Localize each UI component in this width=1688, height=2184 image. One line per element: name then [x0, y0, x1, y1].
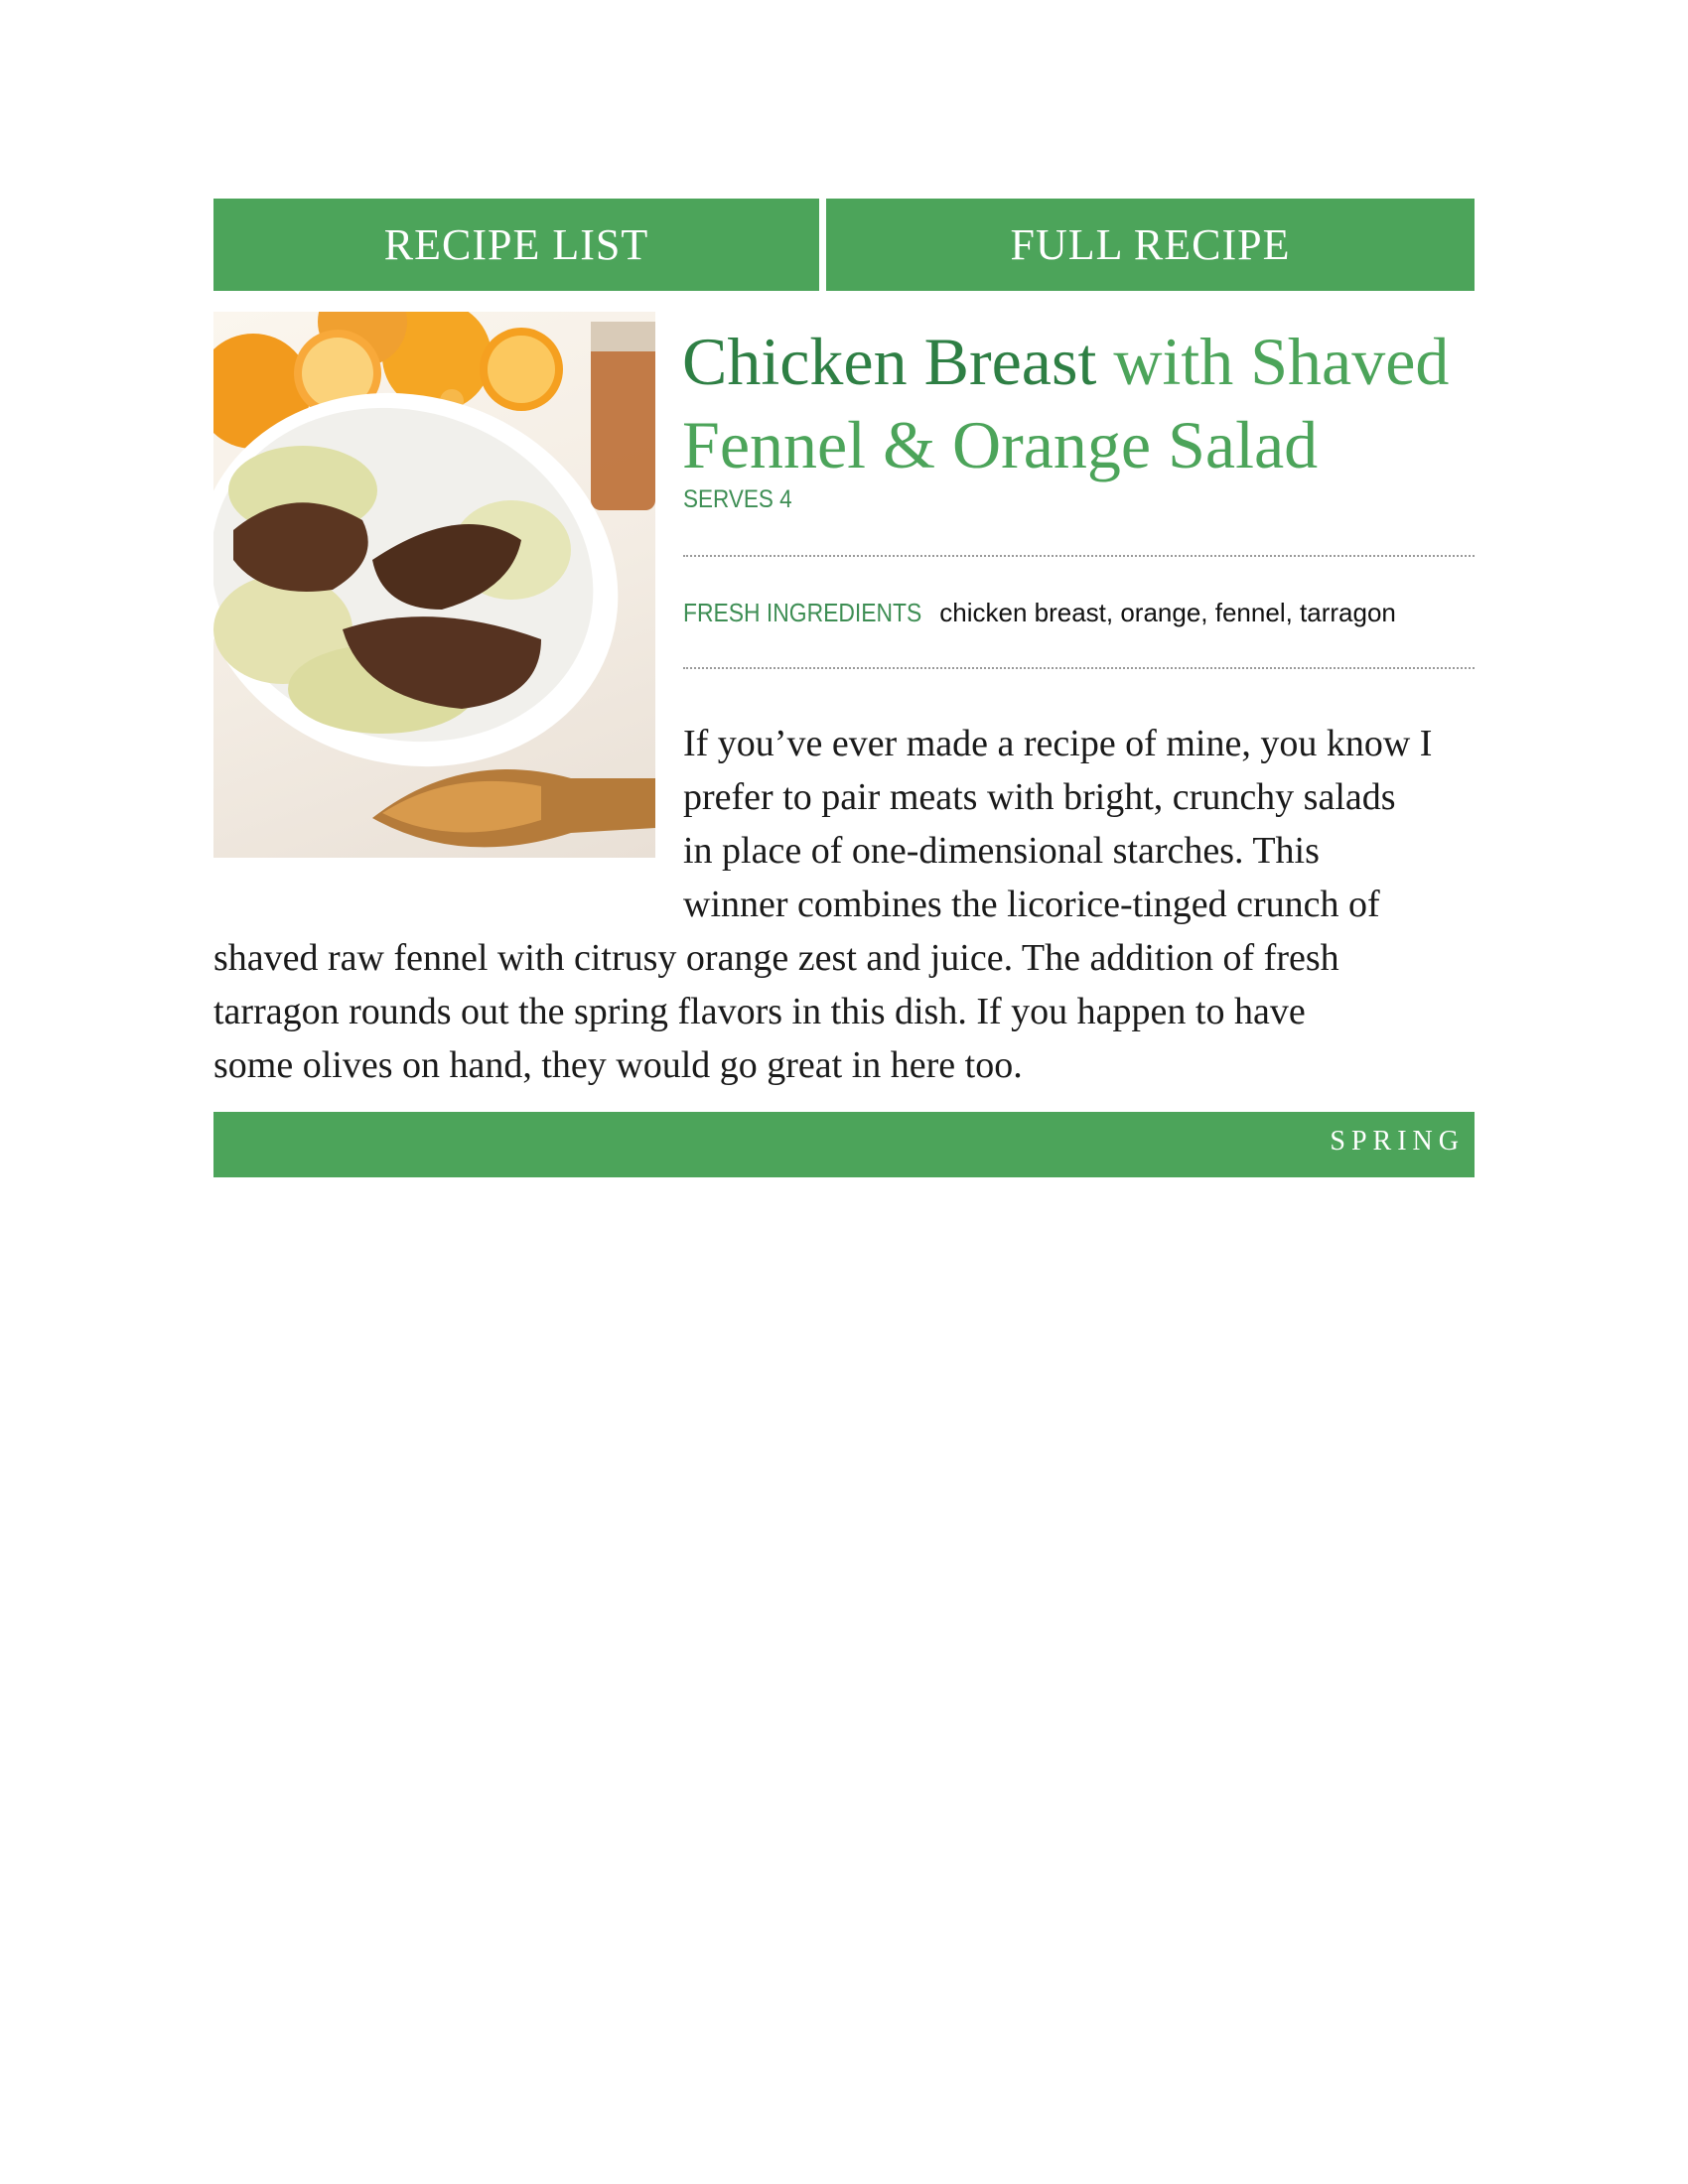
- recipe-title-dark: Chicken Breast: [682, 324, 1097, 399]
- season-label: SPRING: [1330, 1126, 1465, 1157]
- fresh-ingredients: [683, 598, 1477, 628]
- serves-label: SERVES 4: [683, 485, 792, 513]
- divider: [683, 667, 1475, 669]
- recipe-intro: [213, 717, 1479, 1092]
- ingredients-list: chicken breast, orange, fennel, tarragon: [932, 598, 1396, 627]
- intro-line: in place of one-dimensional starches. This: [683, 830, 1320, 872]
- recipe-title: [682, 320, 1477, 486]
- divider: [683, 555, 1475, 557]
- full-recipe-button[interactable]: FULL RECIPE: [826, 199, 1475, 291]
- intro-line: tarragon rounds out the spring flavors in this dish. If you happen to have: [213, 991, 1306, 1032]
- intro-line: shaved raw fennel with citrusy orange zest and juice. The addition of fresh: [213, 937, 1339, 979]
- intro-line: If you’ve ever made a recipe of mine, you know I: [683, 723, 1433, 764]
- intro-line: winner combines the licorice-tinged crunch of: [683, 884, 1380, 925]
- intro-line: some olives on hand, they would go great in here too.: [213, 1044, 1023, 1086]
- ingredients-label: FRESH INGREDIENTS: [683, 598, 922, 627]
- recipe-title-light: with Shaved Fennel & Orange Salad: [682, 324, 1450, 482]
- recipe-list-button[interactable]: RECIPE LIST: [213, 199, 819, 291]
- season-footer-bar: [213, 1112, 1475, 1177]
- intro-line: prefer to pair meats with bright, crunchy salads: [683, 776, 1396, 818]
